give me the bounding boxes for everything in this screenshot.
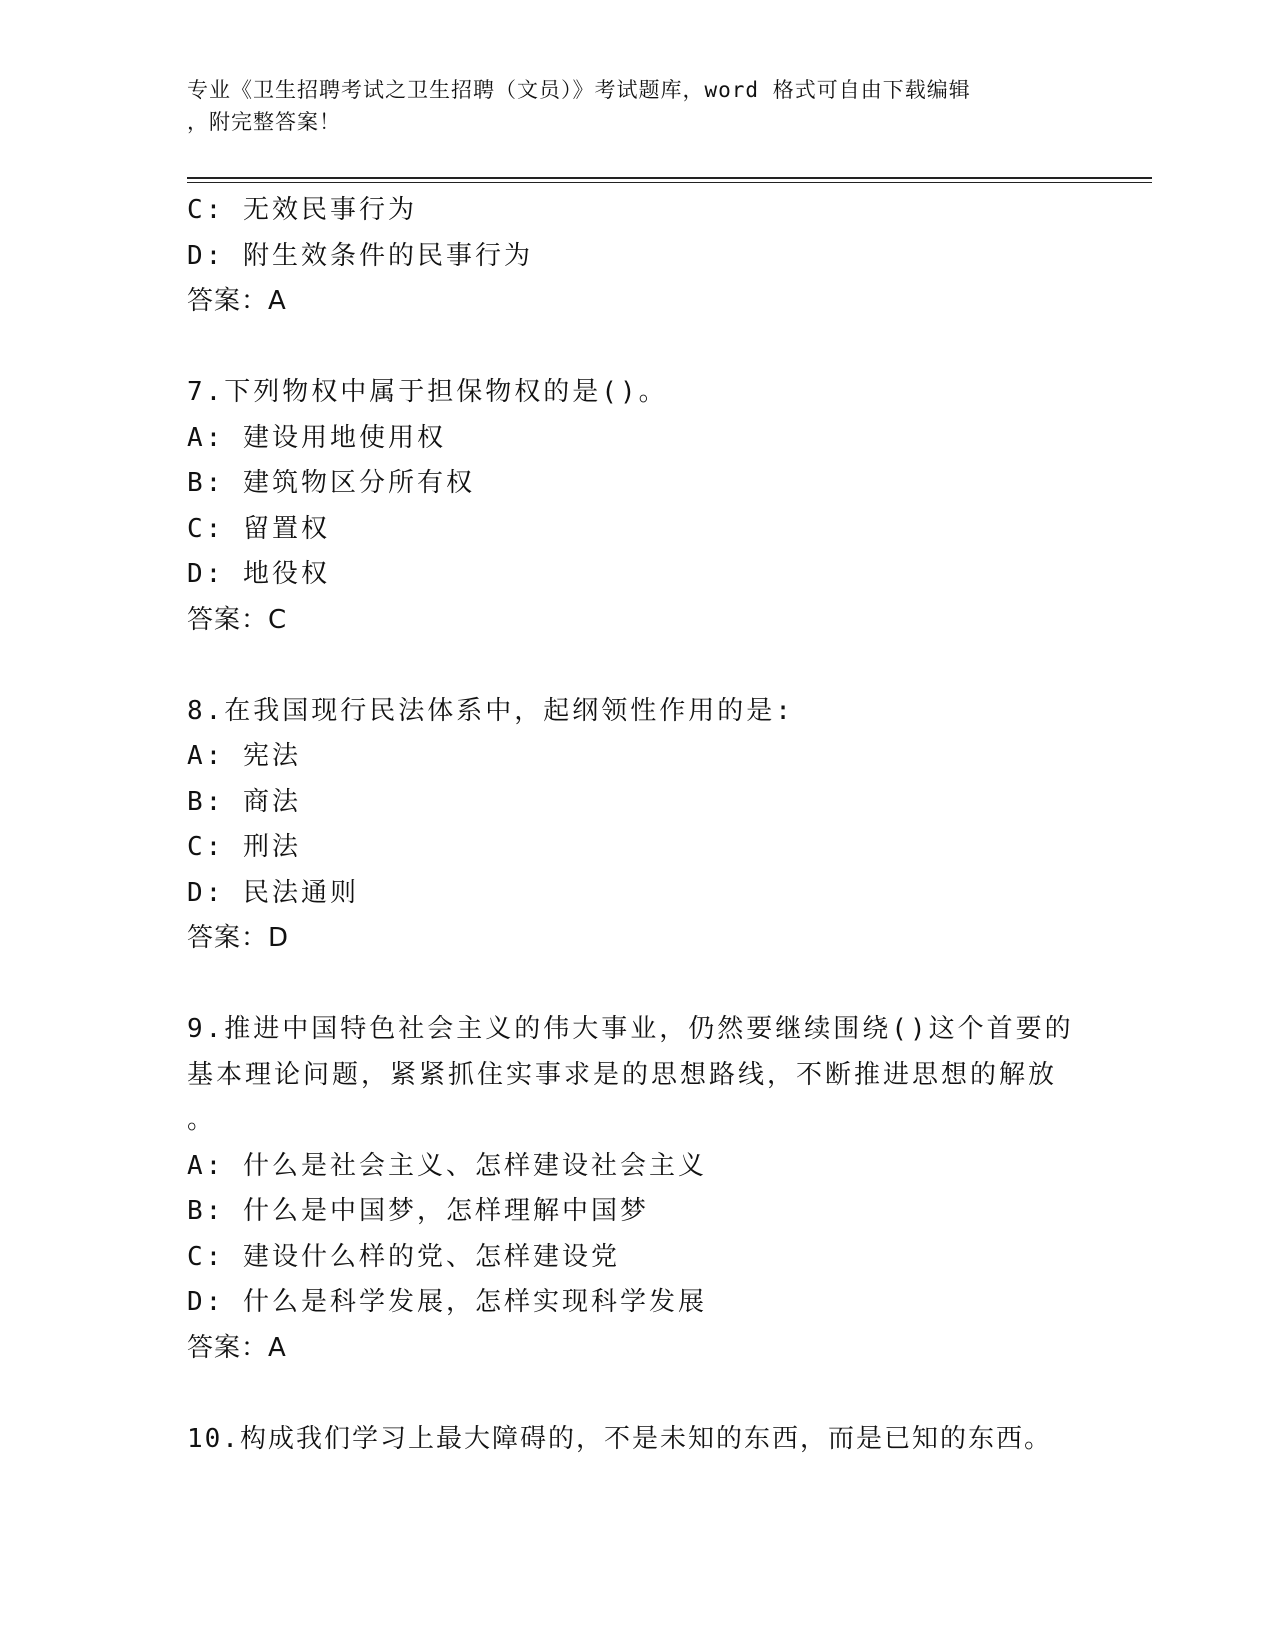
question-text: 10.构成我们学习上最大障碍的，不是未知的东西，而是已知的东西。 xyxy=(187,1423,1052,1454)
option-d: D: 民法通则 xyxy=(187,877,359,908)
option-a: A: 宪法 xyxy=(187,741,301,771)
option-c: C: 无效民事行为 xyxy=(187,195,417,225)
option-c: C: 建设什么样的党、怎样建设党 xyxy=(187,1241,620,1272)
option-a: A: 什么是社会主义、怎样建设社会主义 xyxy=(187,1150,707,1181)
question-8 xyxy=(187,689,1087,962)
header-divider-thick xyxy=(187,177,1152,179)
question-7 xyxy=(187,370,1087,643)
option-d: D: 附生效条件的民事行为 xyxy=(187,240,533,271)
question-text: 8.在我国现行民法体系中，起纲领性作用的是: xyxy=(187,695,794,726)
header-divider-thin xyxy=(187,182,1152,183)
question-9 xyxy=(187,1007,1087,1371)
option-b: B: 商法 xyxy=(187,786,301,817)
previous-question-tail xyxy=(187,188,1087,325)
answer-line: 答案：A xyxy=(187,286,287,316)
question-text-line-3: 。 xyxy=(187,1105,217,1135)
option-d: D: 什么是科学发展，怎样实现科学发展 xyxy=(187,1287,707,1317)
option-c: C: 刑法 xyxy=(187,832,301,862)
option-b: B: 建筑物区分所有权 xyxy=(187,468,475,498)
option-d: D: 地役权 xyxy=(187,559,330,589)
header-line-2: ，附完整答案！ xyxy=(187,110,341,134)
option-c: C: 留置权 xyxy=(187,513,330,544)
option-a: A: 建设用地使用权 xyxy=(187,422,446,453)
question-text-line-2: 基本理论问题，紧紧抓住实事求是的思想路线，不断推进思想的解放 xyxy=(187,1059,1058,1090)
spacer xyxy=(187,962,1087,1008)
answer-line: 答案：D xyxy=(187,923,290,953)
answer-line: 答案：C xyxy=(187,604,288,635)
question-text-line-1: 9.推进中国特色社会主义的伟大事业，仍然要继续围绕()这个首要的 xyxy=(187,1014,1074,1044)
question-text: 7.下列物权中属于担保物权的是()。 xyxy=(187,377,668,407)
option-b: B: 什么是中国梦，怎样理解中国梦 xyxy=(187,1196,649,1226)
answer-line: 答案：A xyxy=(187,1332,287,1363)
document-header xyxy=(187,74,1067,138)
question-content xyxy=(187,188,1087,1462)
question-10 xyxy=(187,1417,1087,1463)
spacer xyxy=(187,325,1087,371)
spacer xyxy=(187,1371,1087,1417)
header-line-1: 专业《卫生招聘考试之卫生招聘（文员）》考试题库，word 格式可自由下载编辑 xyxy=(187,78,971,102)
spacer xyxy=(187,643,1087,689)
